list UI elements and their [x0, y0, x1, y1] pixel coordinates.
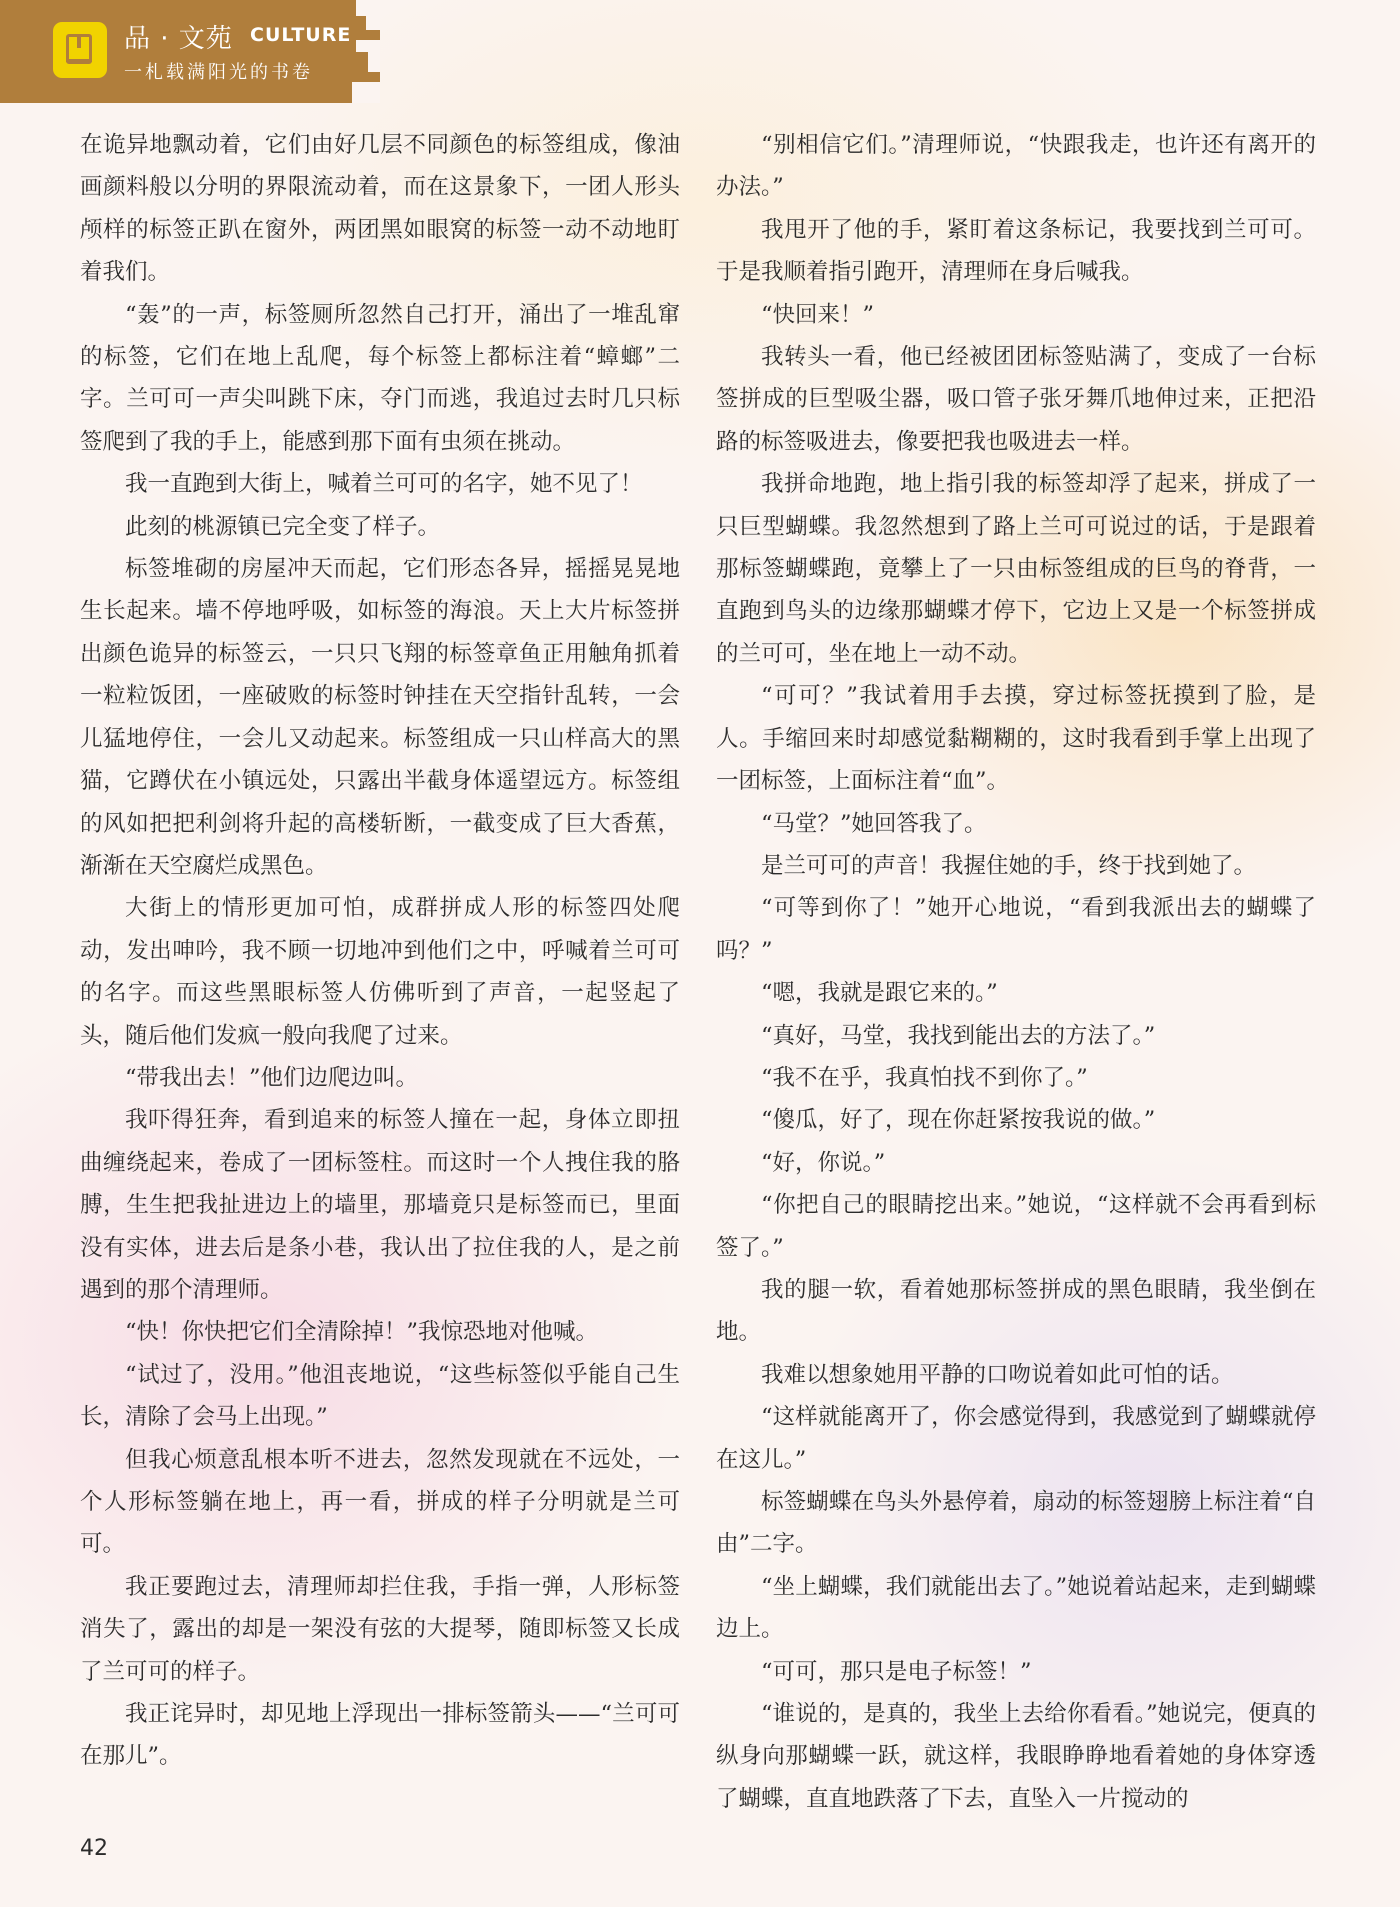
paragraph: 在诡异地飘动着，它们由好几层不同颜色的标签组成，像油画颜料般以分明的界限流动着，而在这景象下，一团人形头颅样的标签正趴在窗外，两团黑如眼窝的标签一动不动地盯着我们。 — [80, 132, 680, 286]
section-title: 品 · 文苑 — [124, 24, 233, 54]
paragraph: “好，你说。” — [761, 1149, 886, 1176]
paragraph: 我吓得狂奔，看到追来的标签人撞在一起，身体立即扭曲缠绕起来，卷成了一团标签柱。而这时一个人拽住我的胳膊，生生把我扯进边上的墙里，那墙竟只是标签而已，里面没有实体，进去后是条小巷，我认出了拉住我的人，是之前遇到的那个清理师。 — [80, 1107, 680, 1303]
paragraph: “可可？”我试着用手去摸，穿过标签抚摸到了脸，是人。手缩回来时却感觉黏糊糊的，这时我看到手掌上出现了一团标签，上面标注着“血”。 — [716, 683, 1316, 795]
paragraph: “嗯，我就是跟它来的。” — [761, 980, 998, 1007]
paragraph: 标签蝴蝶在鸟头外悬停着，扇动的标签翅膀上标注着“自由”二字。 — [716, 1489, 1316, 1558]
paragraph: 是兰可可的声音！我握住她的手，终于找到她了。 — [761, 852, 1257, 879]
paragraph: 我一直跑到大街上，喊着兰可可的名字，她不见了！ — [125, 471, 643, 498]
section-title-en: CULTURE — [250, 24, 352, 46]
paragraph: 我转头一看，他已经被团团标签贴满了，变成了一台标签拼成的巨型吸尘器，吸口管子张牙舞爪地伸过来，正把沿路的标签吸进去，像要把我也吸进去一样。 — [716, 344, 1316, 455]
paragraph: “真好，马堂，我找到能出去的方法了。” — [761, 1022, 1156, 1049]
paragraph: “谁说的，是真的，我坐上去给你看看。”她说完，便真的纵身向那蝴蝶一跃，就这样，我眼睁睁地看着她的身体穿透了蝴蝶，直直地跌落了下去，直坠入一片搅动的 — [716, 1701, 1316, 1812]
paragraph: “我不在乎，我真怕找不到你了。” — [761, 1064, 1088, 1091]
paragraph: “轰”的一声，标签厕所忽然自己打开，涌出了一堆乱窜的标签，它们在地上乱爬，每个标签上都标注着“蟑螂”二字。兰可可一声尖叫跳下床，夺门而逃，我追过去时几只标签爬到了我的手上，能感到那下面有虫须在挑动。 — [80, 301, 680, 455]
paragraph: “可等到你了！”她开心地说，“看到我派出去的蝴蝶了吗？” — [716, 895, 1316, 964]
paragraph: “傻瓜，好了，现在你赶紧按我说的做。” — [761, 1107, 1156, 1134]
page-number: 42 — [80, 1836, 108, 1861]
right-column — [716, 124, 1316, 1820]
paragraph: “带我出去！”他们边爬边叫。 — [125, 1064, 419, 1091]
paragraph: “马堂？”她回答我了。 — [761, 810, 987, 837]
paragraph: “快回来！” — [761, 301, 875, 328]
section-banner — [0, 0, 380, 103]
paragraph: “这样就能离开了，你会感觉得到，我感觉到了蝴蝶就停在这儿。” — [716, 1404, 1316, 1473]
paragraph: 此刻的桃源镇已完全变了样子。 — [125, 513, 441, 540]
paragraph: “可可，那只是电子标签！” — [761, 1658, 1032, 1685]
paragraph: 我甩开了他的手，紧盯着这条标记，我要找到兰可可。于是我顺着指引跑开，清理师在身后喊我。 — [716, 216, 1316, 286]
paragraph: 大街上的情形更加可怕，成群拼成人形的标签四处爬动，发出呻吟，我不顾一切地冲到他们之中，呼喊着兰可可的名字。而这些黑眼标签人仿佛听到了声音，一起竖起了头，随后他们发疯一般向我爬了过来。 — [80, 895, 680, 1049]
paragraph: 我难以想象她用平静的口吻说着如此可怕的话。 — [761, 1361, 1234, 1388]
paragraph: “快！你快把它们全清除掉！”我惊恐地对他喊。 — [125, 1319, 599, 1346]
paragraph: “试过了，没用。”他沮丧地说，“这些标签似乎能自己生长，清除了会马上出现。” — [80, 1361, 680, 1431]
paragraph: 我正要跑过去，清理师却拦住我，手指一弹，人形标签消失了，露出的却是一架没有弦的大提琴，随即标签又长成了兰可可的样子。 — [80, 1573, 680, 1685]
paragraph: “坐上蝴蝶，我们就能出去了。”她说着站起来，走到蝴蝶边上。 — [716, 1573, 1316, 1643]
left-column — [80, 124, 680, 1778]
paragraph: 我正诧异时，却见地上浮现出一排标签箭头——“兰可可在那儿”。 — [80, 1701, 680, 1770]
paragraph: “别相信它们。”清理师说，“快跟我走，也许还有离开的办法。” — [716, 132, 1316, 201]
paragraph: “你把自己的眼睛挖出来。”她说，“这样就不会再看到标签了。” — [716, 1192, 1316, 1261]
paragraph: 我拼命地跑，地上指引我的标签却浮了起来，拼成了一只巨型蝴蝶。我忽然想到了路上兰可可说过的话，于是跟着那标签蝴蝶跑，竟攀上了一只由标签组成的巨鸟的脊背，一直跑到鸟头的边缘那蝴蝶才停下，它边上又是一个标签拼成的兰可可，坐在地上一动不动。 — [716, 471, 1316, 667]
paragraph: 我的腿一软，看着她那标签拼成的黑色眼睛，我坐倒在地。 — [716, 1276, 1316, 1346]
section-subtitle: 一札载满阳光的书卷 — [124, 62, 313, 83]
paragraph: 但我心烦意乱根本听不进去，忽然发现就在不远处，一个人形标签躺在地上，再一看，拼成的样子分明就是兰可可。 — [80, 1446, 680, 1558]
book-icon — [53, 22, 107, 78]
paragraph: 标签堆砌的房屋冲天而起，它们形态各异，摇摇晃晃地生长起来。墙不停地呼吸，如标签的海浪。天上大片标签拼出颜色诡异的标签云，一只只飞翔的标签章鱼正用触角抓着一粒粒饭团，一座破败的标签时钟挂在天空指针乱转，一会儿猛地停住，一会儿又动起来。标签组成一只山样高大的黑猫，它蹲伏在小镇远处，只露出半截身体遥望远方。标签组的风如把把利剑将升起的高楼斩断，一截变成了巨大香蕉，渐渐在天空腐烂成黑色。 — [80, 556, 680, 879]
